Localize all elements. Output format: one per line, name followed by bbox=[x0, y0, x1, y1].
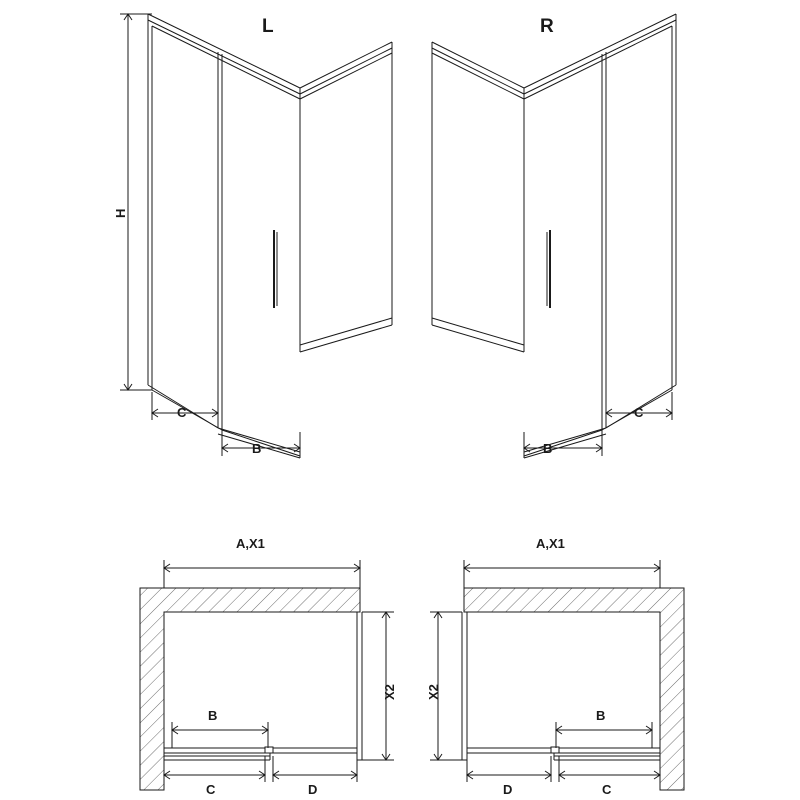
plan-right-view bbox=[430, 560, 684, 790]
left-door-dimension-label: B bbox=[252, 441, 262, 456]
plan-left-overall-width-label: A,X1 bbox=[236, 536, 265, 551]
plan-right-depth-label: X2 bbox=[426, 684, 441, 700]
plan-left-side-panel-label: C bbox=[206, 782, 216, 797]
left-side-panel-dimension-label: C bbox=[177, 405, 187, 420]
plan-right-overall-width-label: A,X1 bbox=[536, 536, 565, 551]
plan-left-door-label: B bbox=[208, 708, 218, 723]
height-dimension-label: H bbox=[113, 208, 128, 218]
elevation-left-title: L bbox=[262, 16, 274, 37]
plan-right-door-label: B bbox=[596, 708, 606, 723]
right-side-panel-dimension-label: C bbox=[634, 405, 644, 420]
plan-left-view bbox=[140, 560, 394, 790]
plan-left-depth-label: X2 bbox=[382, 684, 397, 700]
elevation-right-view bbox=[432, 14, 676, 458]
plan-right-side-panel-label: C bbox=[602, 782, 612, 797]
right-door-dimension-label: B bbox=[543, 441, 553, 456]
elevation-right-title: R bbox=[540, 16, 554, 37]
elevation-left-view bbox=[120, 14, 392, 458]
plan-right-fixed-panel-label: D bbox=[503, 782, 513, 797]
plan-left-fixed-panel-label: D bbox=[308, 782, 318, 797]
